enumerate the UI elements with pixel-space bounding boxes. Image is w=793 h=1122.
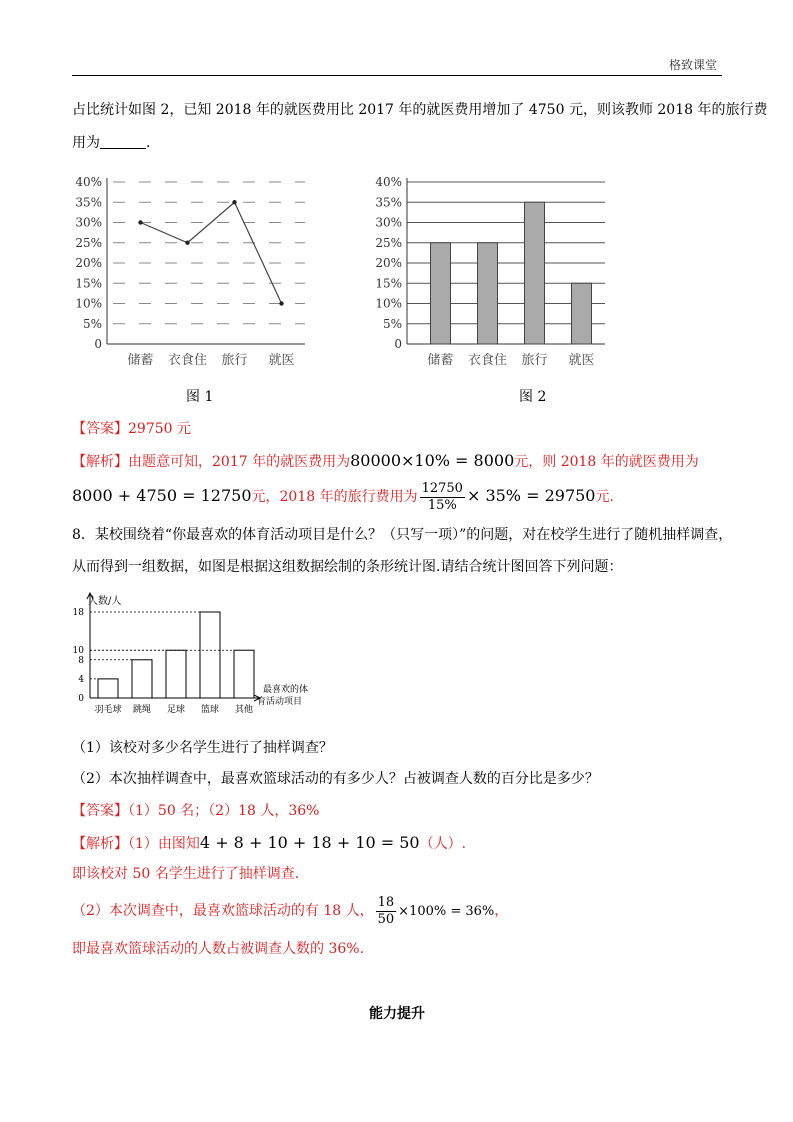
y-tick-label: 35% [375, 195, 402, 210]
x-tick-label: 储蓄 [127, 353, 154, 368]
y-tick-label: 5% [82, 316, 102, 331]
header-rule [72, 75, 722, 76]
bar [572, 283, 592, 344]
data-point [138, 220, 142, 224]
y-tick-label: 8 [78, 655, 84, 666]
data-point [185, 241, 189, 245]
q8-analysis-text-3b: ， [494, 903, 509, 919]
q7-analysis-line-1 [72, 451, 699, 472]
y-tick-label: 18 [72, 608, 84, 618]
bar [132, 660, 152, 698]
figure-2-bar-chart [365, 168, 625, 373]
y-tick-label: 30% [75, 215, 102, 230]
bar [234, 650, 254, 698]
x-axis-title: 最喜欢的体 [263, 685, 309, 695]
q8-sub-question-1: （1）该校对多少名学生进行了抽样调查？ [72, 740, 333, 756]
bar [166, 650, 186, 698]
q8-math-1: 4 + 8 + 10 + 18 + 10 = 50 [199, 833, 420, 852]
y-axis-title: 人数/人 [88, 596, 122, 607]
y-tick-label: 10% [75, 296, 102, 311]
q8-analysis-text-1b: （人）. [419, 836, 467, 852]
y-tick-label: 20% [375, 256, 402, 270]
q8-fraction [376, 895, 397, 928]
x-tick-label: 衣食住 [167, 353, 208, 368]
q8-analysis-tag: 【解析】 [72, 836, 128, 852]
bar [478, 243, 498, 344]
q8-answer-tag: 【答案】 [72, 803, 128, 819]
q8-analysis-line-2: 即该校对 50 名学生进行了抽样调查. [72, 866, 300, 882]
intro-line-2 [72, 133, 150, 153]
q8-fraction-numerator: 18 [377, 894, 395, 910]
q8-analysis-line-1 [72, 833, 466, 854]
bar [431, 243, 451, 344]
y-tick-label: 30% [375, 215, 402, 230]
q7-fraction-numerator: 12750 [421, 480, 463, 496]
y-tick-label: 10% [375, 296, 402, 311]
q7-fraction-denominator: 15% [427, 497, 457, 513]
y-tick-label: 25% [75, 235, 102, 250]
x-tick-label: 储蓄 [427, 353, 454, 368]
q7-analysis-text-1a: 由题意可知，2017 年的就医费用为 [128, 454, 351, 470]
q8-analysis-text-1a: （1）由图知 [128, 836, 200, 852]
data-point [279, 301, 283, 305]
series-line [141, 202, 282, 303]
x-tick-label: 就医 [268, 353, 295, 368]
q7-analysis-line-2 [72, 478, 614, 515]
y-tick-label: 10 [72, 646, 84, 657]
y-tick-label: 15% [75, 276, 102, 291]
q7-answer-tag: 【答案】 [72, 421, 128, 437]
intro-line-2-suffix: . [146, 135, 151, 151]
q8-answer [72, 801, 319, 821]
y-tick-label: 0 [78, 694, 84, 704]
q8-bar-chart [68, 590, 309, 725]
x-tick-label: 旅行 [221, 353, 248, 368]
y-tick-label: 35% [75, 195, 102, 210]
q8-analysis-text-3a: （2）本次调查中，最喜欢篮球活动的有 18 人， [72, 903, 374, 919]
x-tick-label: 旅行 [521, 353, 548, 368]
q7-math-1: 80000×10% = 8000 [350, 451, 515, 470]
figure-2-caption: 图 2 [519, 389, 547, 405]
q8-math-2: ×100% = 36% [398, 904, 495, 919]
x-tick-label: 其他 [234, 705, 254, 715]
x-axis-title: 育活动项目 [257, 697, 303, 707]
q8-analysis-line-4: 即最喜欢篮球活动的人数占被调查人数的 36%. [72, 941, 365, 957]
intro-line-2-prefix: 用为 [72, 135, 100, 151]
y-tick-label: 5% [382, 316, 402, 331]
header-brand: 格致课堂 [669, 58, 718, 72]
q7-analysis-text-2b: 元. [595, 489, 614, 505]
q7-analysis-text-1b: 元，则 2018 年的就医费用为 [514, 454, 699, 470]
x-tick-label: 足球 [166, 705, 186, 715]
q7-analysis-text-2a: 元，2018 年的旅行费用为 [251, 489, 418, 505]
x-tick-label: 跳绳 [132, 705, 152, 715]
q8-answer-text: （1）50 名；（2）18 人，36% [128, 803, 320, 819]
q7-math-3: × 35% = 29750 [466, 486, 596, 505]
y-tick-label: 40% [75, 175, 102, 189]
section-title: 能力提升 [369, 1006, 425, 1022]
y-tick-label: 0 [394, 337, 402, 351]
q8-stem-line-1: 8．某校围绕着“你最喜欢的体育活动项目是什么？（只写一项）”的问题，对在校学生进行了随机抽样调查， [72, 527, 733, 543]
data-point [232, 200, 236, 204]
y-tick-label: 15% [375, 276, 402, 291]
q7-math-2: 8000 + 4750 = 12750 [72, 486, 252, 505]
x-tick-label: 就医 [568, 353, 595, 368]
bar [98, 679, 118, 698]
x-tick-label: 篮球 [200, 705, 220, 715]
q7-answer [72, 419, 191, 439]
q7-analysis-tag: 【解析】 [72, 454, 128, 470]
y-tick-label: 25% [375, 235, 402, 250]
bar [525, 202, 545, 344]
q7-answer-text: 29750 元 [128, 421, 191, 437]
x-tick-label: 衣食住 [467, 353, 508, 368]
y-tick-label: 0 [94, 337, 102, 351]
figure-1-line-chart [65, 168, 325, 373]
x-tick-label: 羽毛球 [94, 705, 122, 715]
q8-fraction-denominator: 50 [377, 911, 395, 927]
q8-sub-question-2: （2）本次抽样调查中，最喜欢篮球活动的有多少人？占被调查人数的百分比是多少？ [72, 771, 599, 787]
bar [200, 612, 220, 698]
intro-line-1: 占比统计如图 2，已知 2018 年的就医费用比 2017 年的就医费用增加了 4750 元，则该教师 2018 年的旅行费 [72, 102, 768, 118]
y-tick-label: 4 [78, 674, 84, 685]
q7-fraction [420, 481, 465, 514]
y-tick-label: 40% [375, 175, 402, 189]
y-tick-label: 20% [75, 256, 102, 270]
figure-1-caption: 图 1 [186, 389, 214, 405]
q8-stem-line-2: 从而得到一组数据，如图是根据这组数据绘制的条形统计图.请结合统计图回答下列问题： [72, 559, 623, 575]
answer-blank [100, 134, 146, 149]
q8-analysis-line-3 [72, 893, 508, 930]
